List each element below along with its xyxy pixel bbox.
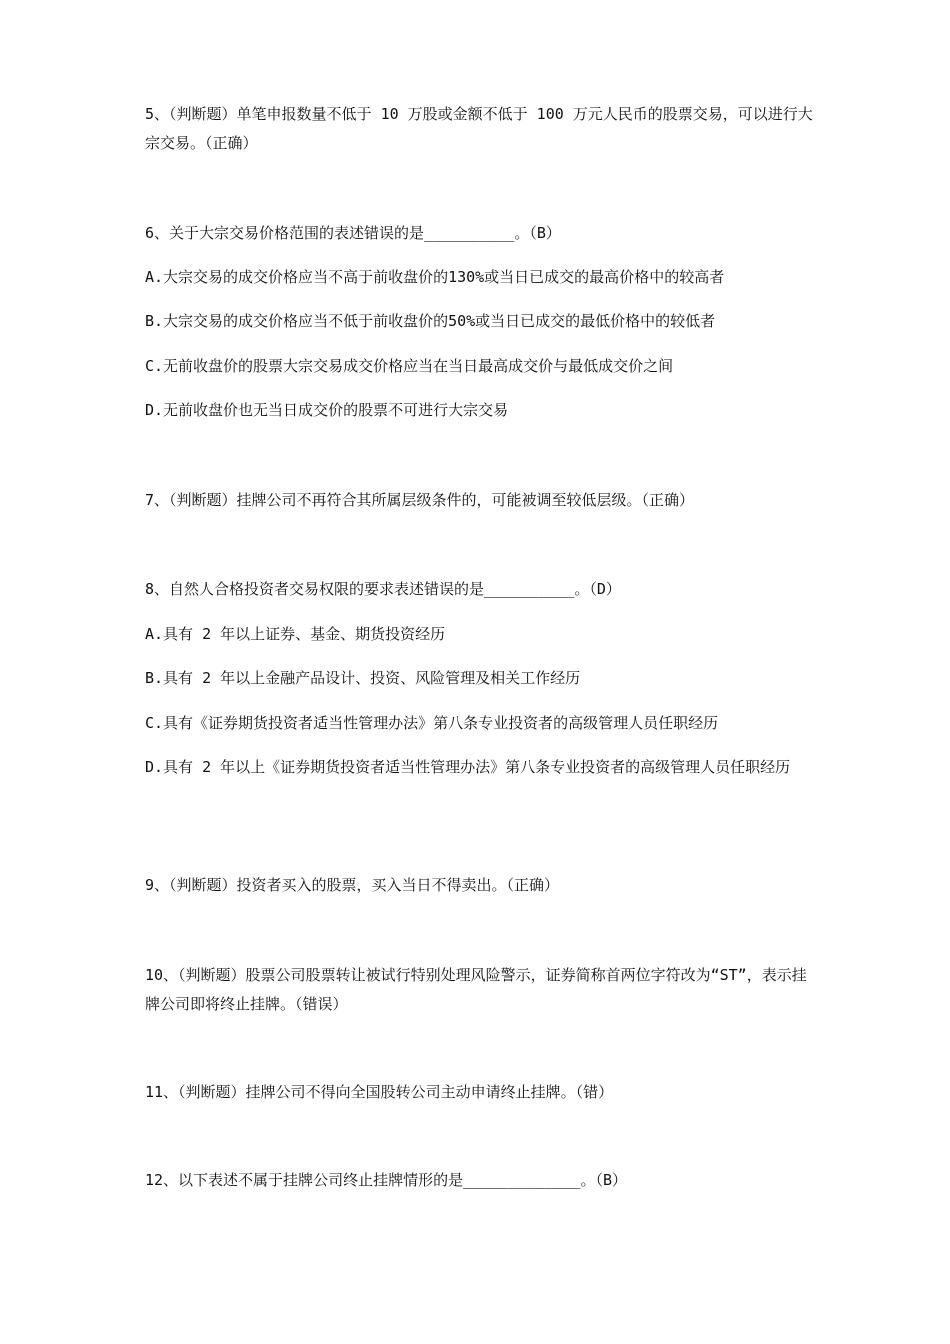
question-8-option-d: D.具有 2 年以上《证券期货投资者适当性管理办法》第八条专业投资者的高级管理人员任职经历: [145, 758, 791, 776]
question-8: 8、自然人合格投资者交易权限的要求表述错误的是__________。（D）: [145, 580, 621, 598]
question-9: 9、（判断题）投资者买入的股票，买入当日不得卖出。（正确）: [145, 876, 560, 894]
question-7: 7、（判断题）挂牌公司不再符合其所属层级条件的，可能被调至较低层级。（正确）: [145, 491, 695, 509]
question-5: 5、（判断题）单笔申报数量不低于 10 万股或金额不低于 100 万元人民币的股票交易，可以进行大宗交易。（正确）: [145, 105, 813, 152]
question-8-option-a: A.具有 2 年以上证券、基金、期货投资经历: [145, 625, 446, 643]
question-6-option-a: A.大宗交易的成交价格应当不高于前收盘价的130%或当日已成交的最高价格中的较高者: [145, 268, 725, 286]
question-8-option-c: C.具有《证券期货投资者适当性管理办法》第八条专业投资者的高级管理人员任职经历: [145, 714, 719, 732]
question-8-option-b: B.具有 2 年以上金融产品设计、投资、风险管理及相关工作经历: [145, 669, 581, 687]
question-11: 11、（判断题）挂牌公司不得向全国股转公司主动申请终止挂牌。（错）: [145, 1083, 614, 1101]
question-12: 12、以下表述不属于挂牌公司终止挂牌情形的是_____________。（B）: [145, 1171, 627, 1189]
question-10: 10、（判断题）股票公司股票转让被试行特别处理风险警示，证券简称首两位字符改为“ST”，表示挂牌公司即将终止挂牌。（错误）: [145, 966, 807, 1013]
question-6: 6、关于大宗交易价格范围的表述错误的是__________。（B）: [145, 224, 561, 242]
question-6-option-d: D.无前收盘价也无当日成交价的股票不可进行大宗交易: [145, 401, 509, 419]
question-6-option-c: C.无前收盘价的股票大宗交易成交价格应当在当日最高成交价与最低成交价之间: [145, 357, 674, 375]
question-6-option-b: B.大宗交易的成交价格应当不低于前收盘价的50%或当日已成交的最低价格中的较低者: [145, 312, 716, 330]
